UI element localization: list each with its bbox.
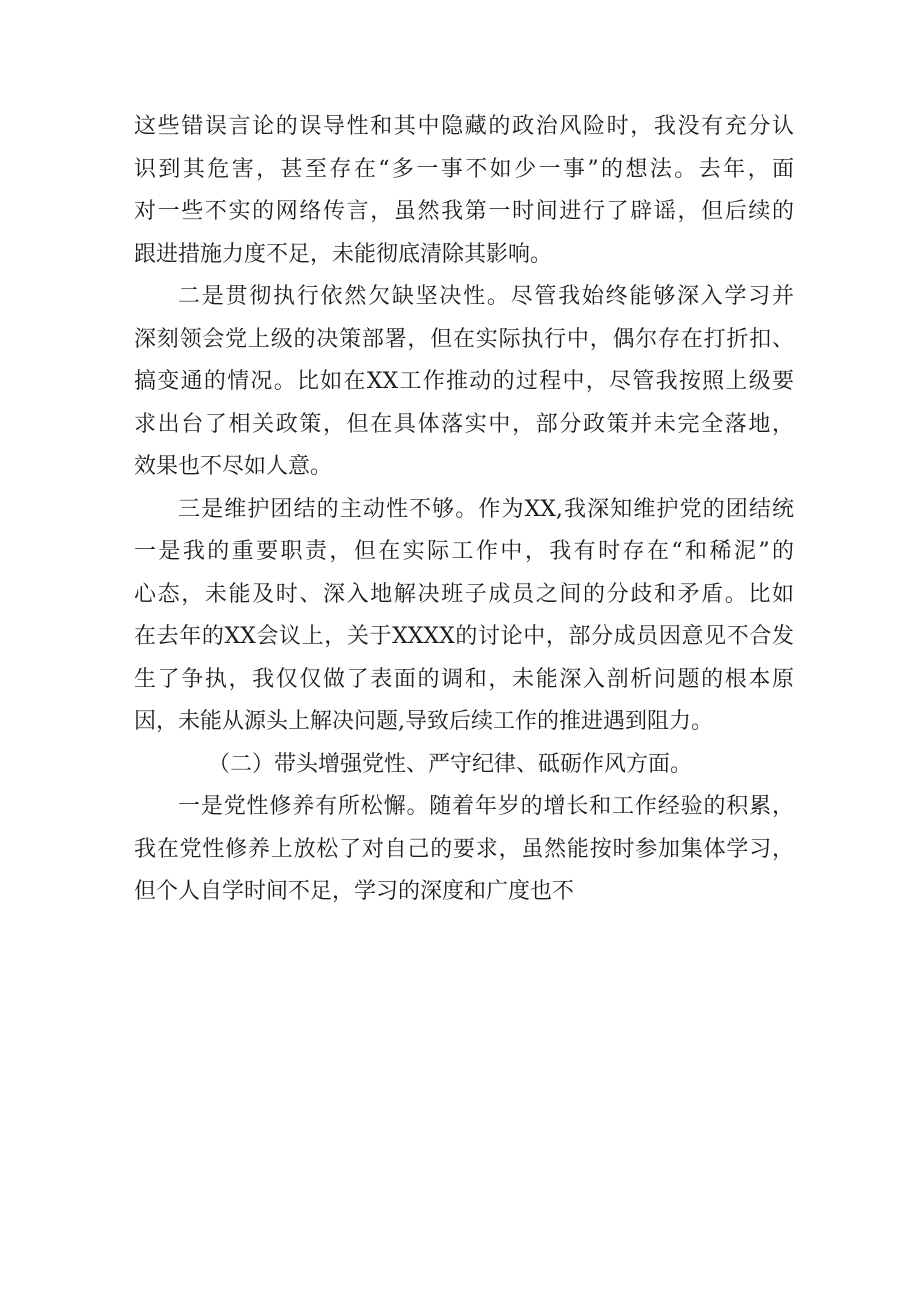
document-body (134, 106, 794, 914)
text-line: 深刻领会党上级的决策部署，但在实际执行中，偶尔存在打折扣、 (134, 326, 794, 352)
text-line: 心态，未能及时、深入地解决班子成员之间的分歧和矛盾。比如 (134, 581, 794, 607)
text-line: 跟进措施力度不足，未能彻底清除其影响。 (134, 241, 553, 267)
text-line: 我在党性修养上放松了对自己的要求，虽然能按时参加集体学习， (134, 836, 794, 862)
text-line: 识到其危害，甚至存在“多一事不如少一事”的想法。去年，面 (134, 156, 794, 182)
text-line: 这些错误言论的误导性和其中隐藏的政治风险时，我没有充分认 (134, 114, 794, 139)
text-line: 一是我的重要职责，但在实际工作中，我有时存在“和稀泥”的 (134, 539, 794, 564)
text-line: 求出台了相关政策，但在具体落实中，部分政策并未完全落地， (134, 411, 794, 437)
text-line: 一是党性修养有所松懈。随着年岁的增长和工作经验的积累， (178, 794, 794, 819)
text-line: 三是维护团结的主动性不够。作为XX,我深知维护党的团结统 (178, 496, 794, 522)
text-line: 效果也不尽如人意。 (134, 454, 333, 479)
text-line: 生了争执，我仅仅做了表面的调和，未能深入剖析问题的根本原 (134, 666, 794, 692)
text-line: 因，未能从源头上解决问题,导致后续工作的推进遇到阻力。 (134, 709, 713, 734)
section-heading: （二）带头增强党性、严守纪律、砥砺作风方面。 (208, 751, 693, 777)
text-line: 在去年的XX会议上，关于XXXX的讨论中，部分成员因意见不合发 (134, 624, 794, 649)
text-line: 搞变通的情况。比如在XX工作推动的过程中，尽管我按照上级要 (134, 369, 794, 394)
text-line: 对一些不实的网络传言，虽然我第一时间进行了辟谣，但后续的 (134, 199, 794, 224)
text-line: 但个人自学时间不足，学习的深度和广度也不 (134, 879, 575, 904)
text-line: 二是贯彻执行依然欠缺坚决性。尽管我始终能够深入学习并 (178, 284, 794, 309)
